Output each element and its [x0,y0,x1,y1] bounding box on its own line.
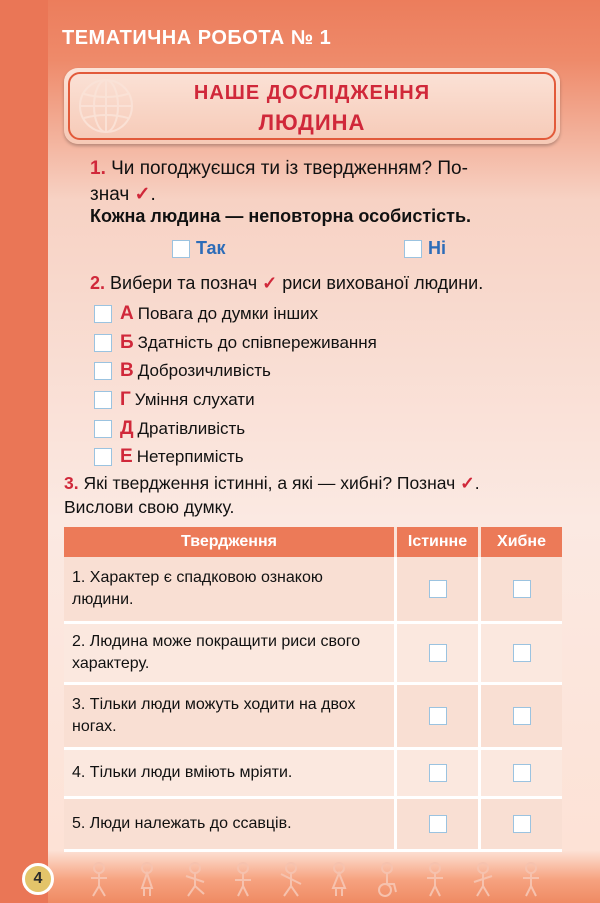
table-row [64,799,562,852]
banner-title: НАШЕ ДОСЛІДЖЕННЯ [193,82,431,104]
question-text: Вислови свою думку. [64,497,235,517]
item-label: Дратівливість [137,418,246,438]
checkmark-icon: ✓ [262,273,278,293]
option-label: Ні [428,238,446,258]
list-item[interactable] [94,414,377,443]
column-header-true: Істинне [394,527,478,557]
left-margin-strip [0,0,48,903]
question-text: Які твердження істинні, а які — хибні? Познач [83,473,456,493]
checkbox-true[interactable] [429,580,447,598]
checkbox-true[interactable] [429,707,447,725]
true-cell [394,624,478,682]
checkbox-true[interactable] [429,644,447,662]
true-cell [394,685,478,747]
item-label: Повага до думки інших [137,304,319,324]
traits-list [94,300,377,472]
checkbox[interactable] [404,240,422,258]
checkbox-false[interactable] [513,815,531,833]
question-text: риси вихованої людини. [282,273,484,293]
checkbox-true[interactable] [429,815,447,833]
person-icon [326,862,352,898]
list-item[interactable] [94,329,377,358]
person-icon [230,862,256,898]
checkbox[interactable] [172,240,190,258]
false-cell [478,799,562,849]
page-number-badge: 4 [22,863,54,895]
statement-cell: 1. Характер є спадковою ознакою людини. [72,569,323,608]
footer-figures [86,862,544,898]
statement-cell: 2. Людина може покращити риси свого характеру. [72,633,361,672]
true-cell [394,750,478,796]
checkbox[interactable] [94,420,112,438]
checkbox-false[interactable] [513,707,531,725]
option-label: Так [196,238,226,258]
item-label: Доброзичливість [137,361,271,381]
question-number: 1. [90,158,106,179]
list-item[interactable] [94,300,377,329]
question-3 [64,471,564,519]
true-cell [394,557,478,621]
checkbox-false[interactable] [513,580,531,598]
checkbox[interactable] [94,362,112,380]
false-cell [478,624,562,682]
column-header-false: Хибне [478,527,562,557]
column-header-statement: Твердження [64,527,394,557]
checkbox[interactable] [94,391,112,409]
table-body [64,557,562,852]
question-text: знач [90,184,130,205]
person-icon [278,862,304,898]
item-label: Нетерпимість [136,447,244,467]
option-no[interactable] [404,238,446,259]
table-header [64,527,562,557]
false-cell [478,557,562,621]
checkmark-icon: ✓ [460,473,475,493]
item-letter: Б [120,331,134,353]
list-item[interactable] [94,443,377,472]
table-row [64,685,562,750]
item-label: Здатність до співпереживання [137,332,377,352]
question-text: Чи погоджуєшся ти із твердженням? По- [111,158,468,179]
checkbox-false[interactable] [513,644,531,662]
checkbox-true[interactable] [429,764,447,782]
person-icon [134,862,160,898]
item-label: Уміння слухати [134,390,255,410]
option-yes[interactable] [172,238,226,259]
section-title: ТЕМАТИЧНА РОБОТА № 1 [62,27,332,49]
statement: Кожна людина — неповторна особистість. [90,206,472,226]
banner-subtitle: ЛЮДИНА [258,110,366,135]
table-row [64,557,562,624]
question-text: Вибери та познач [110,273,258,293]
checkbox-false[interactable] [513,764,531,782]
item-letter: Д [120,417,134,439]
statement-cell: 4. Тільки люди вміють мріяти. [72,764,293,781]
item-letter: В [120,360,134,382]
punctuation: . [474,473,480,493]
false-cell [478,685,562,747]
item-letter: Е [120,446,133,468]
person-icon [86,862,112,898]
statement-cell: 3. Тільки люди можуть ходити на двох ногах. [72,696,356,735]
topic-banner [64,68,560,144]
table-row [64,750,562,799]
question-1 [90,156,570,208]
question-2 [90,273,483,294]
person-icon [182,862,208,898]
wheelchair-icon [374,862,400,898]
item-letter: Г [120,389,131,411]
false-cell [478,750,562,796]
statement-cell: 5. Люди належать до ссавців. [72,815,292,832]
checkmark-icon: ✓ [134,184,151,205]
item-letter: А [120,303,134,325]
true-cell [394,799,478,849]
statements-table [64,527,562,852]
checkbox[interactable] [94,334,112,352]
question-number: 3. [64,473,79,493]
checkbox[interactable] [94,305,112,323]
question-number: 2. [90,273,106,293]
punctuation: . [150,184,156,205]
person-icon [470,862,496,898]
list-item[interactable] [94,357,377,386]
checkbox[interactable] [94,448,112,466]
table-row [64,624,562,685]
person-icon [518,862,544,898]
list-item[interactable] [94,386,377,415]
person-icon [422,862,448,898]
